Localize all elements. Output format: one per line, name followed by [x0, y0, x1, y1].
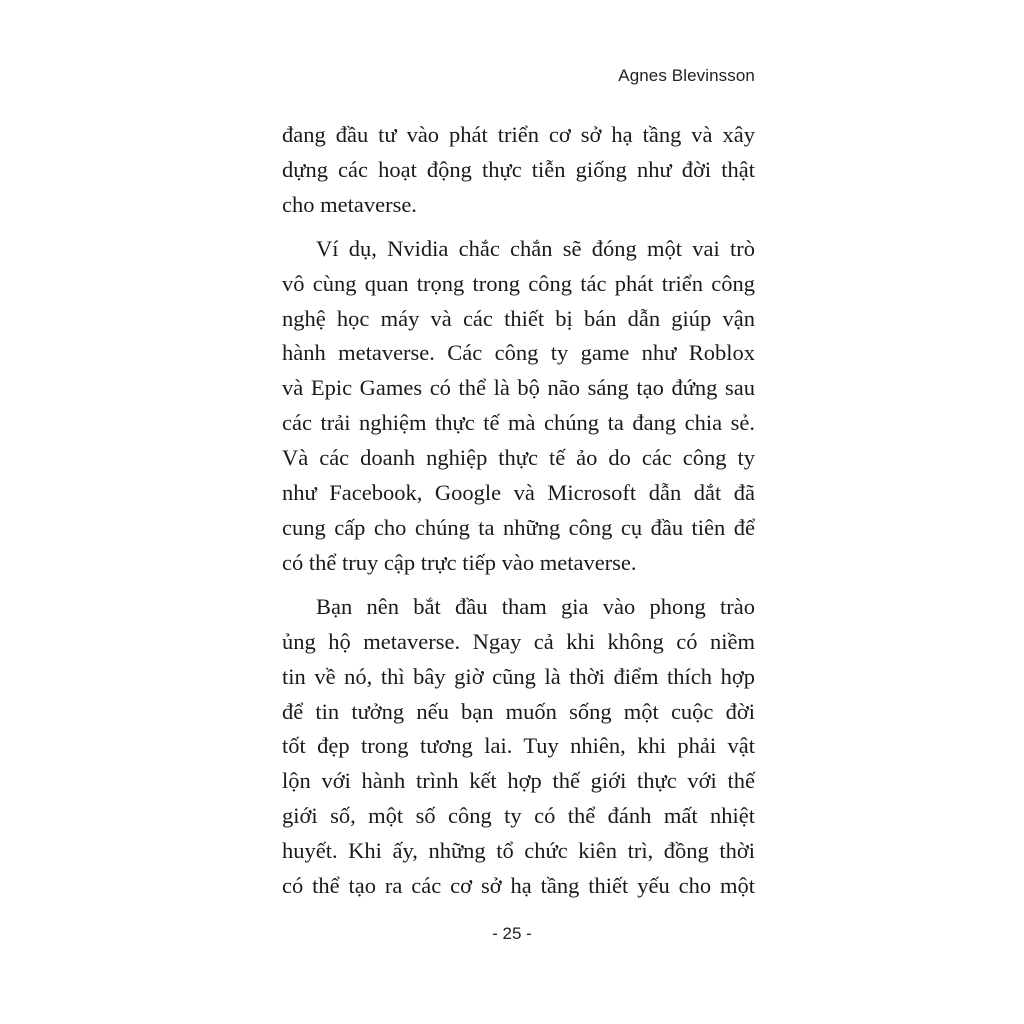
text-line: có thể truy cập trực tiếp vào metaverse.: [282, 549, 637, 575]
running-header-author: Agnes Blevinsson: [618, 66, 755, 85]
text-line: các trải nghiệm thực tế mà chúng ta đang chia sẻ.: [282, 410, 755, 436]
text-line: có thể tạo ra các cơ sở hạ tầng thiết yếu cho một: [282, 873, 755, 899]
text-line: như Facebook, Google và Microsoft dẫn dắt đã: [282, 480, 755, 506]
text-line: dựng các hoạt động thực tiễn giống như đời thật: [282, 156, 755, 182]
text-line: tin về nó, thì bây giờ cũng là thời điểm thích hợp: [282, 663, 755, 689]
paragraph-3: [282, 590, 755, 904]
paragraph-1: [282, 118, 755, 223]
text-line: Ví dụ, Nvidia chắc chắn sẽ đóng một vai trò: [316, 235, 755, 261]
text-line: Bạn nên bắt đầu tham gia vào phong trào: [316, 593, 755, 619]
paragraph-2: [282, 232, 755, 581]
text-line: ủng hộ metaverse. Ngay cả khi không có niềm: [282, 628, 755, 654]
text-line: để tin tưởng nếu bạn muốn sống một cuộc đời: [282, 698, 755, 724]
text-line: tốt đẹp trong tương lai. Tuy nhiên, khi phải vật: [282, 733, 755, 759]
page-number: - 25 -: [492, 924, 532, 943]
text-line: đang đầu tư vào phát triển cơ sở hạ tầng và xây: [282, 122, 755, 147]
text-line: vô cùng quan trọng trong công tác phát triển công: [282, 270, 755, 296]
text-line: cung cấp cho chúng ta những công cụ đầu tiên để: [282, 514, 755, 540]
text-line: huyết. Khi ấy, những tổ chức kiên trì, đồng thời: [282, 838, 755, 864]
text-line: và Epic Games có thể là bộ não sáng tạo đứng sau: [282, 375, 755, 401]
text-line: cho metaverse.: [282, 191, 417, 217]
text-line: hành metaverse. Các công ty game như Roblox: [282, 340, 755, 366]
body-text: [282, 118, 755, 904]
text-line: giới số, một số công ty có thể đánh mất nhiệt: [282, 803, 755, 829]
text-line: lộn với hành trình kết hợp thế giới thực với thế: [282, 768, 755, 794]
text-line: nghệ học máy và các thiết bị bán dẫn giúp vận: [282, 305, 755, 331]
text-line: Và các doanh nghiệp thực tế ảo do các công ty: [282, 445, 755, 471]
